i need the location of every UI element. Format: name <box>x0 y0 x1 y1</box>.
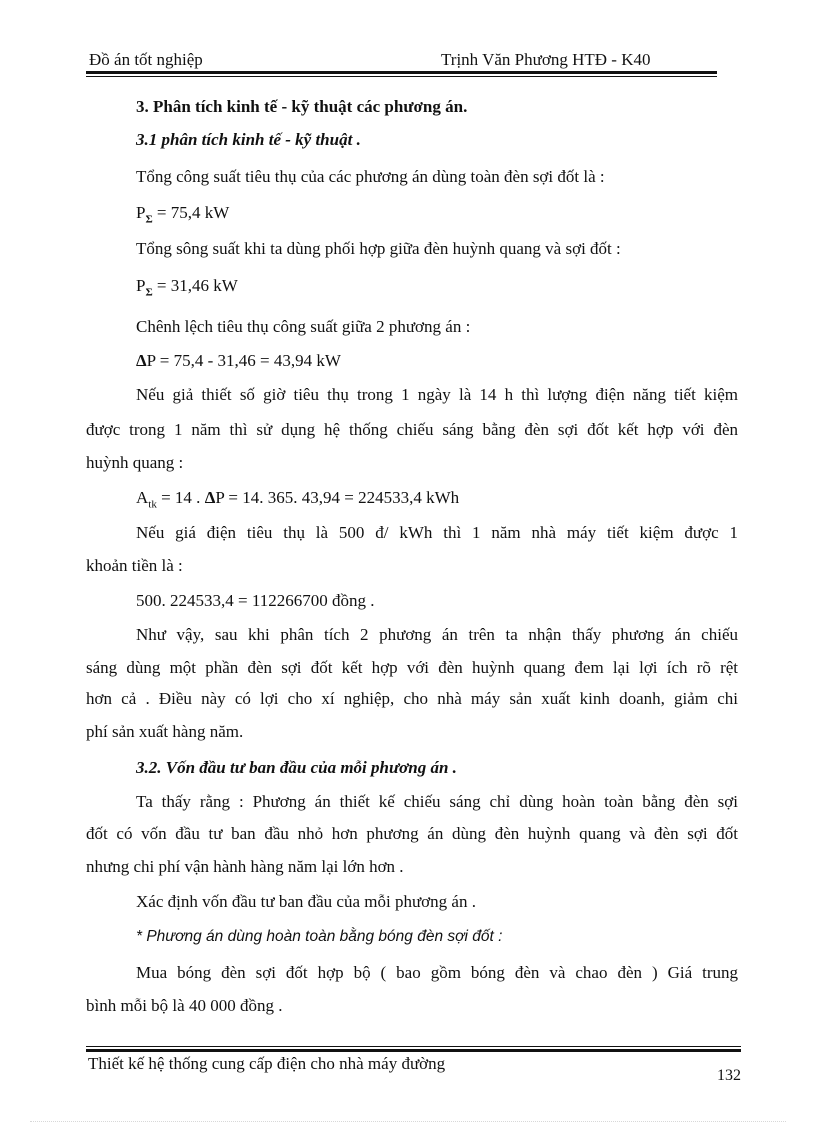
formula-symbol-p: P <box>136 203 146 222</box>
paragraph-power-difference: Chênh lệch tiêu thụ công suất giữa 2 phương án : <box>136 317 471 336</box>
header-rule-thick <box>86 71 717 74</box>
paragraph-purchase-line-2: bình mỗi bộ là 40 000 đồng . <box>86 996 283 1015</box>
paragraph-determine-investment: Xác định vốn đầu tư ban đầu của mỗi phương án . <box>136 892 476 911</box>
paragraph-price-line-1: Nếu giá điện tiêu thụ là 500 đ/ kWh thì 1 năm nhà máy tiết kiệm được 1 <box>136 523 738 542</box>
paragraph-incandescent-option: * Phương án dùng hoàn toàn bằng bóng đèn sợi đốt : <box>136 928 503 945</box>
paragraph-conclusion-line-3: hơn cả . Điều này có lợi cho xí nghiệp, cho nhà máy sản xuất kinh doanh, giảm chi <box>86 689 738 708</box>
delta-symbol: Δ <box>136 351 147 370</box>
formula-symbol-a: A <box>136 488 149 507</box>
paragraph-energy-line-1: Nếu giả thiết số giờ tiêu thụ trong 1 ngày là 14 h thì lượng điện năng tiết kiệm <box>136 385 738 404</box>
heading-section-3-2: 3.2. Vốn đầu tư ban đầu của mỗi phương án . <box>136 758 457 777</box>
formula-money-saved: 500. 224533,4 = 112266700 đồng . <box>136 591 375 610</box>
formula-energy-saved <box>136 488 459 510</box>
paragraph-price-line-2: khoản tiền là : <box>86 556 183 575</box>
footer-title: Thiết kế hệ thống cung cấp điện cho nhà máy đường <box>88 1054 446 1073</box>
formula-value: = 31,46 kW <box>152 276 238 295</box>
paragraph-energy-line-3: huỳnh quang : <box>86 453 184 472</box>
formula-total-power-2 <box>136 276 238 298</box>
paragraph-investment-line-1: Ta thấy rằng : Phương án thiết kế chiếu sáng chỉ dùng hoàn toàn bằng đèn sợi <box>136 792 738 811</box>
formula-sum-subscript: Σ <box>145 213 153 226</box>
paragraph-purchase-line-1: Mua bóng đèn sợi đốt hợp bộ ( bao gồm bóng đèn và chao đèn ) Giá trung <box>136 963 738 982</box>
formula-subscript-tk: tk <box>148 498 157 511</box>
paragraph-total-power: Tổng công suất tiêu thụ của các phương án dùng toàn đèn sợi đốt là : <box>136 167 605 186</box>
header-author: Trịnh Văn Phương HTĐ - K40 <box>441 50 651 69</box>
header-rule-thin <box>86 76 717 77</box>
formula-sum-subscript: Σ <box>145 286 153 299</box>
page-number: 132 <box>717 1067 741 1084</box>
formula-value: P = 75,4 - 31,46 = 43,94 kW <box>146 351 341 370</box>
paragraph-investment-line-3: nhưng chi phí vận hành hàng năm lại lớn hơn . <box>86 857 404 876</box>
formula-mid: = 14 . <box>156 488 205 507</box>
formula-value: P = 14. 365. 43,94 = 224533,4 kWh <box>215 488 460 507</box>
footer-rule-thick <box>86 1049 741 1052</box>
paragraph-conclusion-line-1: Như vậy, sau khi phân tích 2 phương án trên ta nhận thấy phương án chiếu <box>136 625 738 644</box>
heading-section-3: 3. Phân tích kinh tế - kỹ thuật các phương án. <box>136 97 468 116</box>
paragraph-conclusion-line-4: phí sản xuất hàng năm. <box>86 722 244 741</box>
footer-rule-thin <box>86 1046 741 1047</box>
page-bottom-dotted-line <box>30 1121 786 1122</box>
paragraph-investment-line-2: đốt có vốn đầu tư ban đầu nhỏ hơn phương án dùng đèn huỳnh quang và đèn sợi đốt <box>86 824 738 843</box>
delta-symbol: Δ <box>204 488 216 507</box>
formula-total-power-1 <box>136 203 229 225</box>
paragraph-combined-power: Tổng sông suất khi ta dùng phối hợp giữa đèn huỳnh quang và sợi đốt : <box>136 239 621 258</box>
header-left-title: Đồ án tốt nghiệp <box>89 50 203 69</box>
paragraph-conclusion-line-2: sáng dùng một phần đèn sợi đốt kết hợp với đèn huỳnh quang đem lại lợi ích rõ rệt <box>86 658 738 677</box>
heading-section-3-1: 3.1 phân tích kinh tế - kỹ thuật . <box>136 130 361 149</box>
formula-symbol-p: P <box>136 276 146 295</box>
formula-delta-p <box>136 351 341 371</box>
formula-value: = 75,4 kW <box>152 203 230 222</box>
paragraph-energy-line-2: được trong 1 năm thì sử dụng hệ thống chiếu sáng bằng đèn sợi đốt kết hợp với đèn <box>86 420 738 439</box>
